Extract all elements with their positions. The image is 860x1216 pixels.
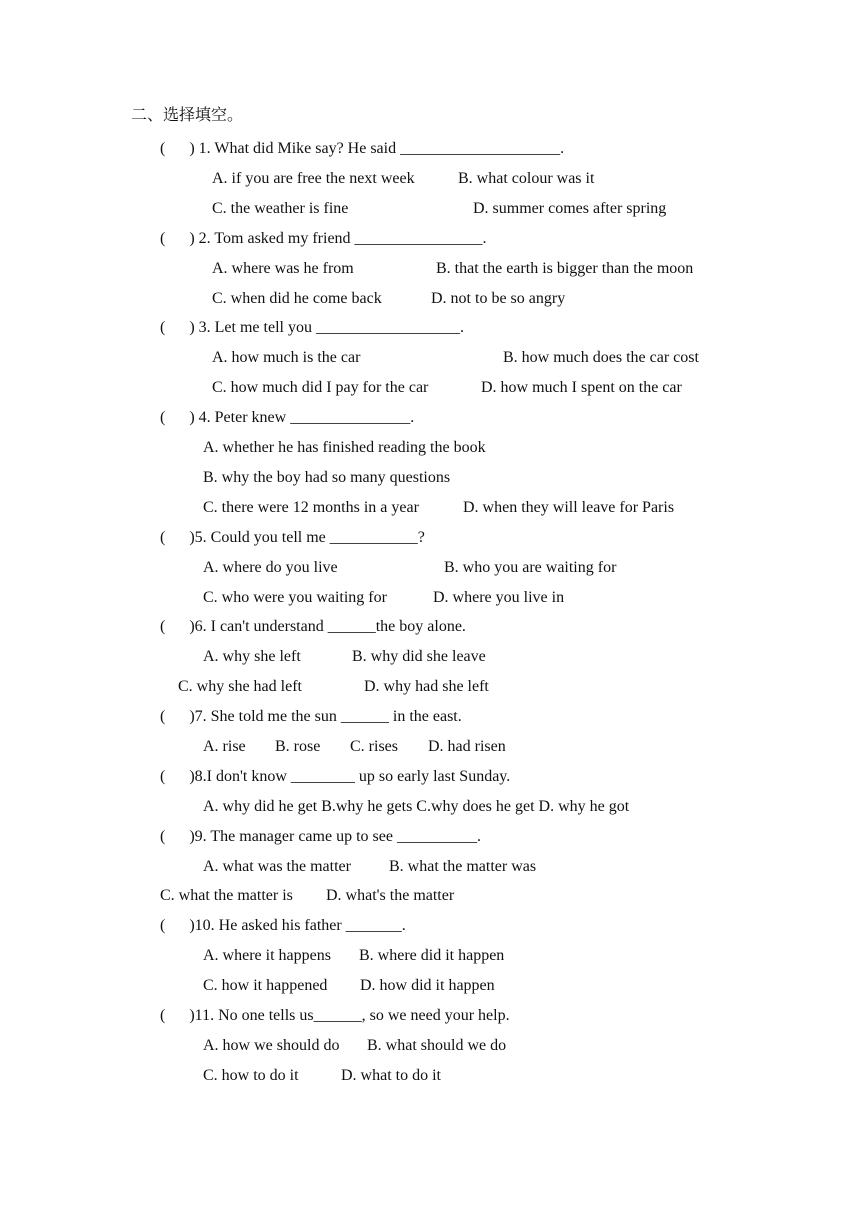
question-3-stem: ( ) 3. Let me tell you __________________. <box>160 319 464 336</box>
question-11-stem: ( )11. No one tells us______, so we need your help. <box>160 1007 510 1024</box>
question-6-option-a: A. why she left <box>203 648 301 665</box>
question-5-option-d: D. where you live in <box>433 589 565 606</box>
question-7-option-a: A. rise <box>203 738 246 755</box>
question-5-stem: ( )5. Could you tell me ___________? <box>160 529 425 546</box>
question-4-option-d: D. when they will leave for Paris <box>463 499 675 516</box>
question-2-option-d: D. not to be so angry <box>431 290 566 307</box>
question-10-option-a: A. where it happens <box>203 947 331 964</box>
question-3-option-a: A. how much is the car <box>212 349 361 366</box>
question-6-option-d: D. why had she left <box>364 678 489 695</box>
question-9-option-d: D. what's the matter <box>326 887 455 904</box>
question-11-option-d: D. what to do it <box>341 1067 441 1084</box>
question-2-option-a: A. where was he from <box>212 260 354 277</box>
question-7-option-c: C. rises <box>350 738 398 755</box>
question-11-option-c: C. how to do it <box>203 1067 299 1084</box>
question-2-stem: ( ) 2. Tom asked my friend ________________. <box>160 230 487 247</box>
question-5-option-a: A. where do you live <box>203 559 338 576</box>
question-1-option-b: B. what colour was it <box>458 170 595 187</box>
question-9-option-c: C. what the matter is <box>160 887 293 904</box>
question-4-stem: ( ) 4. Peter knew _______________. <box>160 409 415 426</box>
question-6-stem: ( )6. I can't understand ______the boy alone. <box>160 618 466 635</box>
question-1-option-c: C. the weather is fine <box>212 200 349 217</box>
question-7-option-d: D. had risen <box>428 738 506 755</box>
question-10-option-c: C. how it happened <box>203 977 328 994</box>
question-5-option-b: B. who you are waiting for <box>444 559 617 576</box>
question-8-options: A. why did he get B.why he gets C.why does he get D. why he got <box>203 798 630 815</box>
question-2-option-b: B. that the earth is bigger than the moon <box>436 260 694 277</box>
question-4-option-b: B. why the boy had so many questions <box>203 469 451 486</box>
question-5-option-c: C. who were you waiting for <box>203 589 387 606</box>
question-3-option-d: D. how much I spent on the car <box>481 379 682 396</box>
question-11-option-a: A. how we should do <box>203 1037 340 1054</box>
question-4-option-c: C. there were 12 months in a year <box>203 499 419 516</box>
question-9-option-a: A. what was the matter <box>203 858 351 875</box>
question-3-option-c: C. how much did I pay for the car <box>212 379 429 396</box>
question-7-option-b: B. rose <box>275 738 321 755</box>
question-8-stem: ( )8.I don't know ________ up so early last Sunday. <box>160 768 511 785</box>
question-6-option-c: C. why she had left <box>178 678 302 695</box>
question-3-option-b: B. how much does the car cost <box>503 349 699 366</box>
question-9-stem: ( )9. The manager came up to see __________. <box>160 828 481 845</box>
question-9-option-b: B. what the matter was <box>389 858 537 875</box>
question-10-stem: ( )10. He asked his father _______. <box>160 917 406 934</box>
question-10-option-d: D. how did it happen <box>360 977 495 994</box>
question-1-stem: ( ) 1. What did Mike say? He said ____________________. <box>160 140 565 157</box>
question-1-option-a: A. if you are free the next week <box>212 170 415 187</box>
question-10-option-b: B. where did it happen <box>359 947 505 964</box>
question-6-option-b: B. why did she leave <box>352 648 486 665</box>
question-1-option-d: D. summer comes after spring <box>473 200 667 217</box>
question-11-option-b: B. what should we do <box>367 1037 507 1054</box>
question-2-option-c: C. when did he come back <box>212 290 382 307</box>
question-7-stem: ( )7. She told me the sun ______ in the east. <box>160 708 462 725</box>
question-4-option-a: A. whether he has finished reading the book <box>203 439 486 456</box>
section-title: 二、选择填空。 <box>131 107 244 124</box>
